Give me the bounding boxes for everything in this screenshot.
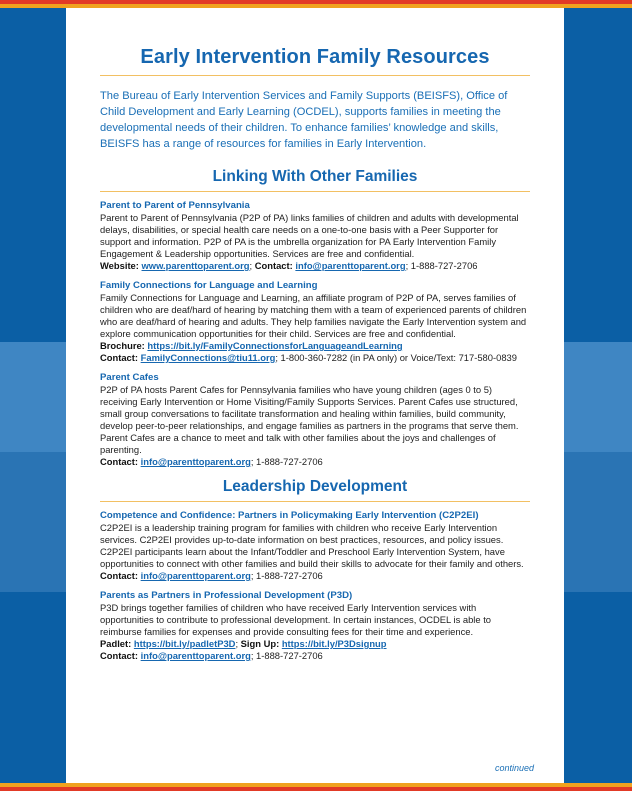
entry-contact-line <box>100 570 530 582</box>
contact-email-link[interactable]: info@parenttoparent.org <box>140 456 251 467</box>
entry-contact-line <box>100 260 530 272</box>
entry-contact-line <box>100 352 530 364</box>
entry-heading: Parents as Partners in Professional Development (P3D) <box>100 590 353 601</box>
right-band-light <box>564 342 632 452</box>
brochure-label: Brochure: <box>100 340 145 351</box>
entry-c2p2ei <box>100 510 530 582</box>
bottom-accent-bar <box>0 783 632 791</box>
entry-body: P2P of PA hosts Parent Cafes for Pennsylvania families who have young children (ages 0 to 5) receiving Early Intervention or Home Visiting/Family Supports Services. Parent Cafes use structured, small group conversations to facilitate transformation and healing within families, build community, develop peer-to-peer relationships, and engage families as partners in the programs that serve them. Parent Cafes are a chance to meet and talk with other families about the joys and challenges of parenting. <box>100 384 519 455</box>
phone-text: ; 1-800-360-7282 (in PA only) or Voice/Text: 717-580-0839 <box>275 352 517 363</box>
separator: ; <box>249 260 253 271</box>
entry-heading: Family Connections for Language and Learning <box>100 280 318 291</box>
contact-email-link[interactable]: info@parenttoparent.org <box>140 650 251 661</box>
phone-text: ; 1-888-727-2706 <box>250 650 323 661</box>
entry-p3d <box>100 590 530 662</box>
continued-note: continued <box>494 763 534 773</box>
entry-contact-line <box>100 650 530 662</box>
brochure-link[interactable]: https://bit.ly/FamilyConnectionsforLanguageandLearning <box>147 340 403 351</box>
contact-email-link[interactable]: info@parenttoparent.org <box>140 570 251 581</box>
signup-link[interactable]: https://bit.ly/P3Dsignup <box>281 638 387 649</box>
entry-heading: Competence and Confidence: Partners in Policymaking Early Intervention (C2P2EI) <box>100 510 479 521</box>
phone-text: ; 1-888-727-2706 <box>405 260 478 271</box>
contact-label: Contact: <box>100 352 139 363</box>
intro-paragraph: The Bureau of Early Intervention Services and Family Supports (BEISFS), Office of Child Development and Early Learning (OCDEL), supports families in meeting the developmental needs of their children. To enhance families’ knowledge and skills, BEISFS has a range of resources for families in Early Intervention. <box>100 90 508 150</box>
padlet-link[interactable]: https://bit.ly/padletP3D <box>133 638 236 649</box>
entry-brochure-line <box>100 340 530 352</box>
entry-parent-to-parent <box>100 200 530 272</box>
left-band-light <box>0 342 66 452</box>
title-divider <box>100 75 530 76</box>
contact-label: Contact: <box>254 260 293 271</box>
contact-label: Contact: <box>100 456 139 467</box>
website-label: Website: <box>100 260 139 271</box>
contact-label: Contact: <box>100 650 139 661</box>
contact-email-link[interactable]: FamilyConnections@tiu11.org <box>140 352 276 363</box>
entry-body: Family Connections for Language and Learning, an affiliate program of P2P of PA, serves families of children who are deaf/hard of hearing by matching them with a team of experienced parents of children who are deaf/hard of hearing and adults. They help families navigate the Early Intervention system and explore communication opportunities for their child. Services are free and confidential. <box>100 292 527 339</box>
top-accent-bar <box>0 0 632 8</box>
entry-contact-line <box>100 456 530 468</box>
page-title: Early Intervention Family Resources <box>140 46 490 68</box>
website-link[interactable]: www.parenttoparent.org <box>141 260 250 271</box>
right-band-mid <box>564 452 632 592</box>
section-divider <box>100 191 530 192</box>
contact-label: Contact: <box>100 570 139 581</box>
section-title-leadership: Leadership Development <box>222 478 408 495</box>
signup-label: Sign Up: <box>240 638 280 649</box>
padlet-label: Padlet: <box>100 638 132 649</box>
entry-body: C2P2EI is a leadership training program for families with children who receive Early Intervention services. C2P2EI provides up-to-date information on best practices, resources, and policy issues. C2P2EI participants learn about the Infant/Toddler and Preschool Early Intervention System, have opportunities to connect with other families and build their skills to advocate for their family and others. <box>100 522 524 569</box>
document-page <box>66 8 564 783</box>
section-divider <box>100 501 530 502</box>
entry-family-connections <box>100 280 530 364</box>
entry-body: Parent to Parent of Pennsylvania (P2P of PA) links families of children and adults with developmental delays, disabilities, or special health care needs on a one-to-one basis with a Peer Supporter for support and information. P2P of PA is the umbrella organization for PA Early Intervention Family Engagement & Leadership opportunities. Services are free and confidential. <box>100 212 519 259</box>
left-band-mid <box>0 452 66 592</box>
left-border-panel <box>0 8 66 783</box>
entry-parent-cafes <box>100 372 530 468</box>
entry-body: P3D brings together families of children who have received Early Intervention services with opportunities to contribute to professional development. In certain instances, OCDEL is able to reimburse families for expenses and provide consulting fees for their time and experience. <box>100 602 492 637</box>
right-border-panel <box>564 8 632 783</box>
entry-heading: Parent to Parent of Pennsylvania <box>100 200 250 211</box>
phone-text: ; 1-888-727-2706 <box>250 456 323 467</box>
entry-padlet-line: Padlet: https://bit.ly/padletP3D; Sign Up: https://bit.ly/P3Dsignup <box>100 638 387 649</box>
section-title-linking: Linking With Other Families <box>212 168 418 185</box>
phone-text: ; 1-888-727-2706 <box>250 570 323 581</box>
contact-email-link[interactable]: info@parenttoparent.org <box>295 260 406 271</box>
entry-heading: Parent Cafes <box>100 372 159 383</box>
